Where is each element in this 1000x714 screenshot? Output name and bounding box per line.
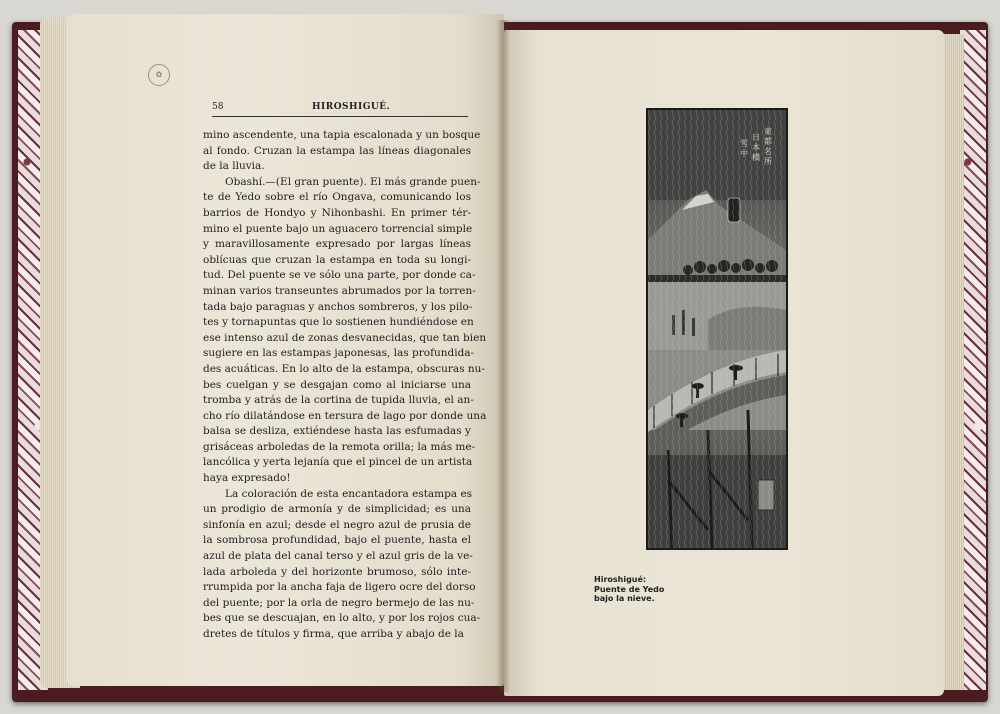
text-line: La coloración de esta encantadora estampa es bbox=[225, 487, 473, 500]
book-gutter bbox=[496, 20, 510, 692]
text-line: un prodigio de armonía y de simplicidad; es una bbox=[203, 503, 471, 516]
illustration-caption bbox=[594, 575, 664, 604]
woodblock-print-illustration bbox=[646, 108, 788, 550]
text-line: sinfonía en azul; desde el negro azul de prusia de bbox=[203, 518, 471, 531]
text-line: rrumpida por la ancha faja de ligero ocre del dorso bbox=[203, 581, 476, 594]
caption-line-2: Puente de Yedo bbox=[594, 584, 665, 594]
text-line: mino el puente bajo un aguacero torrencial simple bbox=[203, 222, 473, 235]
text-line: bes cuelgan y se desgajan como al iniciarse una bbox=[203, 378, 471, 391]
text-line: lada arboleda y del horizonte brumoso, sólo inte- bbox=[203, 565, 471, 578]
text-line: haya expresado! bbox=[203, 472, 291, 485]
text-line: tud. Del puente se ve sólo una parte, por donde ca- bbox=[203, 269, 476, 282]
text-line: bes que se descuajan, en lo alto, y por los rojos cua- bbox=[203, 612, 481, 625]
text-line: oblícuas que cruzan la estampa en toda su longi- bbox=[203, 253, 471, 266]
text-line: grisáceas arboledas de la remota orilla; la más me- bbox=[203, 440, 476, 453]
text-line: del puente; por la orla de negro bermejo de las nu- bbox=[203, 596, 475, 609]
text-line: tes y tornapuntas que lo sostienen hundiéndose en bbox=[203, 316, 474, 329]
text-line: dretes de títulos y firma, que arriba y abajo de la bbox=[203, 628, 464, 640]
text-line: minan varios transeuntes abrumados por la torren- bbox=[203, 284, 476, 297]
text-line: Obashí.—(El gran puente). El más grande puen- bbox=[225, 175, 481, 188]
text-line: lancólica y yerta lejanía que el pincel de un artista bbox=[203, 456, 473, 469]
text-line: la sombrosa profundidad, bajo el puente, hasta el bbox=[203, 534, 471, 547]
caption-line-1: Hiroshigué: bbox=[594, 575, 647, 584]
caption-line-3: bajo la nieve. bbox=[594, 594, 655, 603]
page-header bbox=[212, 102, 468, 116]
text-line: tromba y atrás de la cortina de tupida lluvia, el an- bbox=[203, 394, 474, 407]
body-text bbox=[203, 128, 487, 643]
text-line: te de Yedo sobre el río Ongava, comunicando los bbox=[203, 191, 471, 204]
text-line: balsa se desliza, extiéndese hasta las esfumadas y bbox=[203, 425, 471, 438]
running-head: HIROSHIGUÉ. bbox=[312, 102, 391, 112]
text-line: des acuáticas. En lo alto de la estampa, obscuras nu- bbox=[203, 362, 485, 375]
print-artwork bbox=[648, 110, 786, 548]
header-rule bbox=[212, 116, 468, 117]
library-stamp-icon: ✿ bbox=[148, 64, 170, 86]
text-line: mino ascendente, una tapia escalonada y un bosque bbox=[203, 129, 481, 141]
text-line: al fondo. Cruzan la estampa las líneas diagonales bbox=[203, 144, 471, 157]
page-number: 58 bbox=[212, 102, 224, 112]
text-line: barrios de Hondyo y Nihonbashi. En primer tér- bbox=[203, 206, 471, 219]
text-line: y maravillosamente expresado por largas líneas bbox=[203, 238, 471, 251]
text-line: tada bajo paraguas y anchos sombreros, y los pilo- bbox=[203, 300, 473, 313]
text-line: sugiere en las estampas japonesas, las profundida- bbox=[203, 347, 475, 360]
text-line: cho río dilatándose en tersura de lago por donde una bbox=[203, 409, 487, 422]
text-line: de la lluvia. bbox=[203, 160, 265, 173]
text-line: azul de plata del canal terso y el azul gris de la ve- bbox=[203, 550, 473, 563]
text-line: ese intenso azul de zonas desvanecidas, que tan bien bbox=[203, 331, 487, 344]
